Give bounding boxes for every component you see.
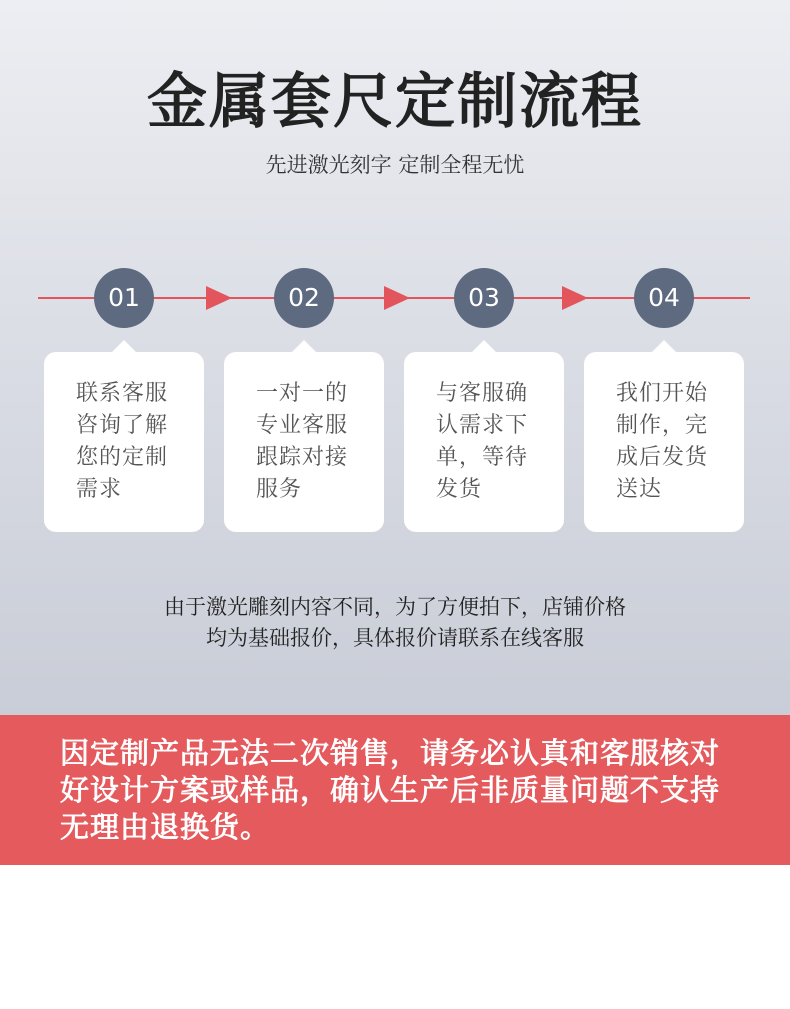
arrow-right-icon — [384, 286, 410, 310]
page-subtitle: 先进激光刻字 定制全程无忧 — [265, 153, 525, 177]
pricing-notice-line-2: 均为基础报价，具体报价请联系在线客服 — [206, 626, 584, 650]
pricing-notice-line-1: 由于激光雕刻内容不同，为了方便拍下，店铺价格 — [164, 595, 626, 619]
step-number-3: 03 — [454, 268, 514, 328]
step-card-1 — [44, 352, 204, 532]
step-number-4: 04 — [634, 268, 694, 328]
warning-text: 因定制产品无法二次销售，请务必认真和客服核对好设计方案或样品，确认生产后非质量问题不支持无理由退换货。 — [60, 736, 721, 844]
warning-banner — [0, 715, 790, 865]
arrow-right-icon — [562, 286, 588, 310]
step-number-2: 02 — [274, 268, 334, 328]
step-number-1: 01 — [94, 268, 154, 328]
step-description: 我们开始制作，完成后发货送达 — [616, 381, 709, 502]
pricing-notice — [0, 592, 790, 654]
step-description: 联系客服咨询了解您的定制需求 — [76, 381, 169, 502]
step-description: 一对一的专业客服跟踪对接服务 — [256, 381, 349, 502]
step-card-4 — [584, 352, 744, 532]
step-card-2 — [224, 352, 384, 532]
arrow-right-icon — [206, 286, 232, 310]
step-card-3 — [404, 352, 564, 532]
step-description: 与客服确认需求下单，等待发货 — [436, 381, 529, 502]
page-title: 金属套尺定制流程 — [147, 67, 643, 137]
